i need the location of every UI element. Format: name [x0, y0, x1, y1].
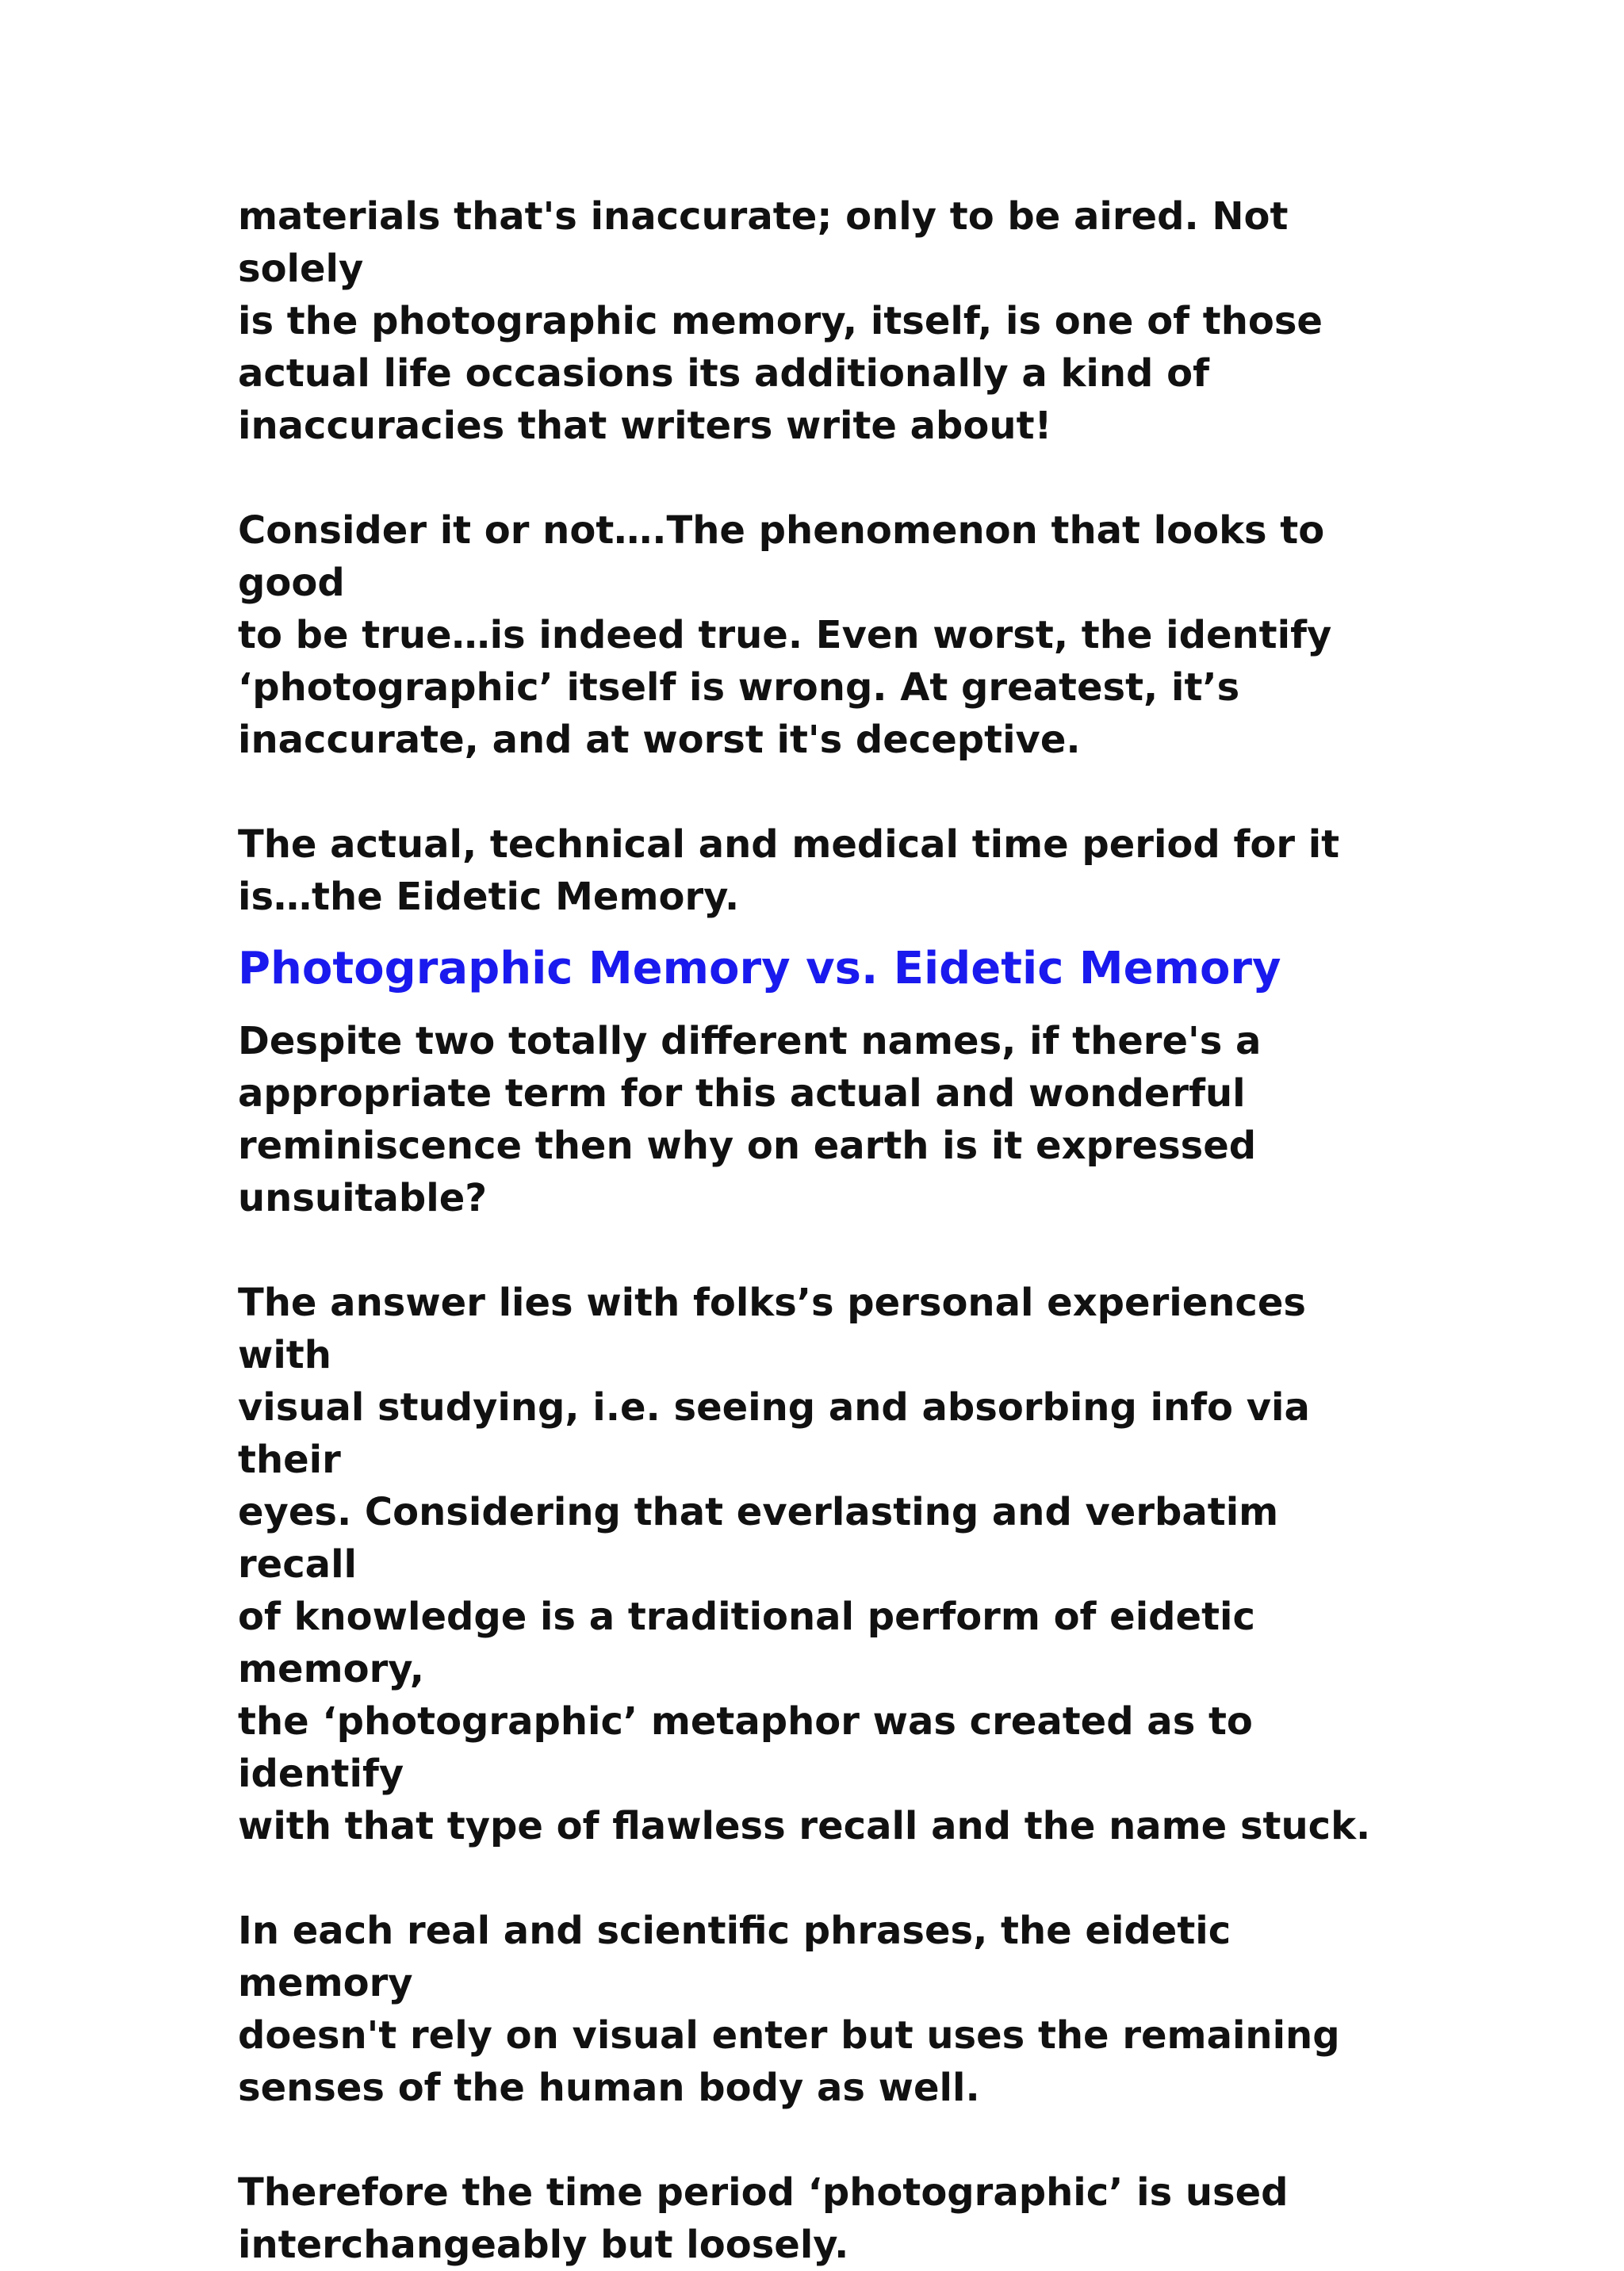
paragraph-5: The answer lies with folks’s personal experiences with visual studying, i.e. seeing and absorbing info via their eyes. Considering that everlasting and verbatim recall of knowledge is a traditional perform of eidetic memory, the ‘photographic’ metaphor was created as to identify with that type of flawless recall and the name stuck.: [238, 1281, 1371, 1848]
paragraph-spacer: [238, 2114, 1396, 2166]
paragraph-6: In each real and scientific phrases, the eidetic memory doesn't rely on visual enter but uses the remaining senses of the human body as well.: [238, 1909, 1340, 2110]
paragraph-4: Despite two totally different names, if there's a appropriate term for this actual and wonderful reminiscence then why on earth is it expressed unsuitable?: [238, 1019, 1262, 1220]
heading-spacer: [238, 923, 1396, 937]
paragraph-spacer: [238, 452, 1396, 504]
paragraph-spacer: [238, 1224, 1396, 1277]
document-body: [238, 190, 1396, 2271]
paragraph-1: materials that's inaccurate; only to be aired. Not solely is the photographic memory, itself, is one of those actual life occasions its additionally a kind of inaccuracies that writers write about!: [238, 194, 1323, 448]
paragraph-2: Consider it or not….The phenomenon that looks to good to be true…is indeed true. Even worst, the identify ‘photographic’ itself is wrong. At greatest, it’s inaccurate, and at worst it's deceptive.: [238, 508, 1332, 762]
paragraph-spacer: [238, 766, 1396, 818]
paragraph-3: The actual, technical and medical time period for it is…the Eidetic Memory.: [238, 822, 1340, 919]
paragraph-spacer: [238, 1852, 1396, 1905]
heading-spacer: [238, 1001, 1396, 1015]
section-heading: Photographic Memory vs. Eidetic Memory: [238, 943, 1281, 994]
paragraph-7: Therefore the time period ‘photographic’ is used interchangeably but loosely.: [238, 2170, 1289, 2267]
